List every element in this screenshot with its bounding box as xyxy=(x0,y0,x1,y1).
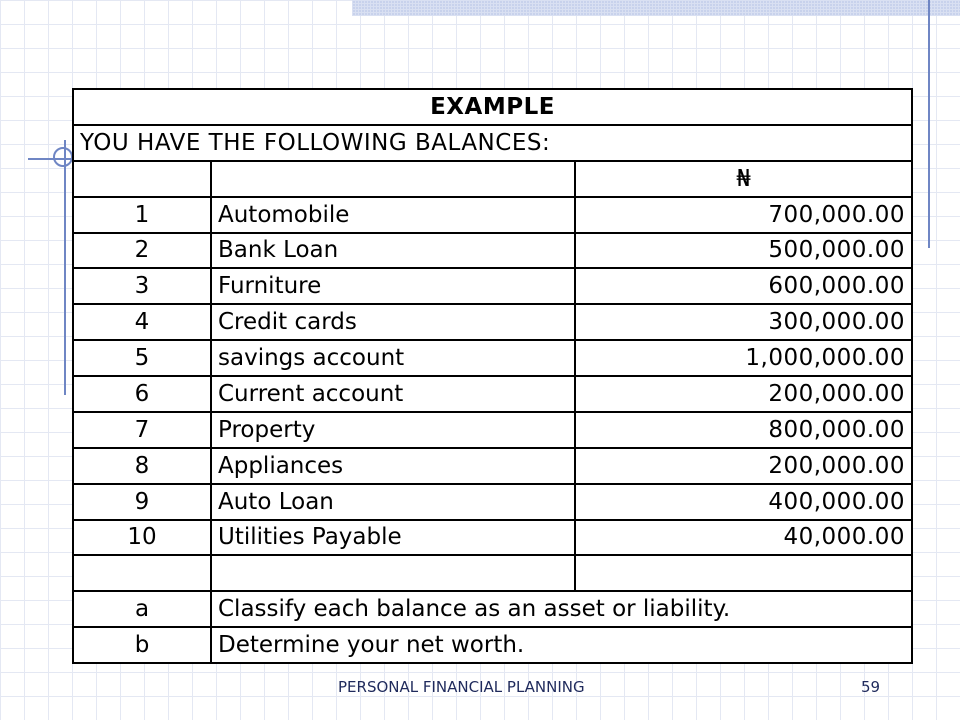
row-amount: 700,000.00 xyxy=(575,197,912,233)
task-text: Classify each balance as an asset or liability. xyxy=(211,591,912,627)
header-empty-cell xyxy=(211,161,575,197)
task-rows xyxy=(73,591,912,663)
row-amount: 400,000.00 xyxy=(575,484,912,520)
table-row xyxy=(73,520,912,556)
balances-table xyxy=(72,88,913,664)
row-amount: 200,000.00 xyxy=(575,448,912,484)
row-amount: 200,000.00 xyxy=(575,376,912,412)
title-row xyxy=(73,89,912,125)
row-item: Auto Loan xyxy=(211,484,575,520)
row-number: 10 xyxy=(73,520,211,556)
row-number: 8 xyxy=(73,448,211,484)
task-row xyxy=(73,627,912,663)
header-empty-cell xyxy=(73,161,211,197)
row-number: 7 xyxy=(73,412,211,448)
empty-cell xyxy=(575,555,912,591)
task-label: a xyxy=(73,591,211,627)
empty-row xyxy=(73,555,912,591)
row-amount: 500,000.00 xyxy=(575,233,912,269)
table-row xyxy=(73,304,912,340)
row-item: Bank Loan xyxy=(211,233,575,269)
table-row xyxy=(73,412,912,448)
row-item: Automobile xyxy=(211,197,575,233)
row-number: 6 xyxy=(73,376,211,412)
header-row xyxy=(73,161,912,197)
table-row xyxy=(73,484,912,520)
empty-cell xyxy=(73,555,211,591)
page-number: 59 xyxy=(861,678,881,696)
empty-cell xyxy=(211,555,575,591)
row-number: 5 xyxy=(73,340,211,376)
table-row xyxy=(73,268,912,304)
balance-rows xyxy=(73,197,912,556)
table-row xyxy=(73,197,912,233)
row-amount: 600,000.00 xyxy=(575,268,912,304)
decorative-vertical-line-right xyxy=(928,0,930,248)
table-subtitle: YOU HAVE THE FOLLOWING BALANCES: xyxy=(73,125,912,161)
row-item: Current account xyxy=(211,376,575,412)
row-item: Appliances xyxy=(211,448,575,484)
table-title: EXAMPLE xyxy=(73,89,912,125)
task-text: Determine your net worth. xyxy=(211,627,912,663)
row-amount: 40,000.00 xyxy=(575,520,912,556)
table-row xyxy=(73,376,912,412)
row-number: 3 xyxy=(73,268,211,304)
table-row xyxy=(73,233,912,269)
currency-symbol: ₦ xyxy=(575,161,912,197)
row-amount: 300,000.00 xyxy=(575,304,912,340)
row-number: 2 xyxy=(73,233,211,269)
row-number: 9 xyxy=(73,484,211,520)
row-amount: 800,000.00 xyxy=(575,412,912,448)
footer-title: PERSONAL FINANCIAL PLANNING xyxy=(338,678,585,696)
top-decorative-band xyxy=(352,0,960,16)
row-item: savings account xyxy=(211,340,575,376)
row-number: 4 xyxy=(73,304,211,340)
row-number: 1 xyxy=(73,197,211,233)
table-row xyxy=(73,340,912,376)
task-label: b xyxy=(73,627,211,663)
table-row xyxy=(73,448,912,484)
decorative-vertical-line-left xyxy=(64,140,66,395)
subtitle-row xyxy=(73,125,912,161)
decorative-circle xyxy=(53,147,73,167)
row-item: Utilities Payable xyxy=(211,520,575,556)
row-amount: 1,000,000.00 xyxy=(575,340,912,376)
row-item: Property xyxy=(211,412,575,448)
row-item: Credit cards xyxy=(211,304,575,340)
task-row xyxy=(73,591,912,627)
row-item: Furniture xyxy=(211,268,575,304)
